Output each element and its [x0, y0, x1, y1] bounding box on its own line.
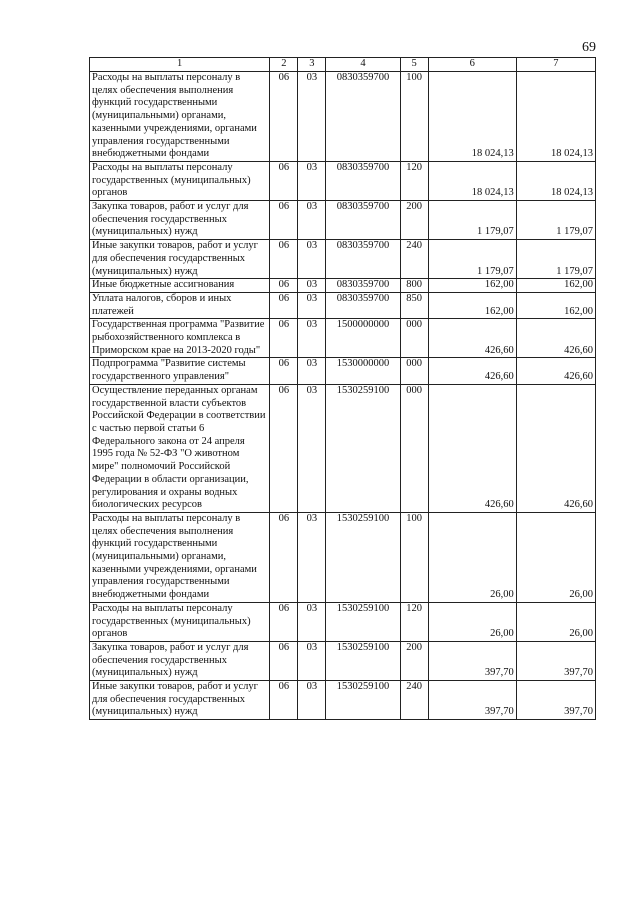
row-amount-7: 162,00 — [516, 292, 595, 318]
header-cell-7: 7 — [516, 58, 595, 72]
table-row — [90, 602, 596, 641]
row-section: 06 — [270, 292, 298, 318]
table-row — [90, 319, 596, 358]
row-section: 06 — [270, 72, 298, 162]
table-row — [90, 72, 596, 162]
table-row — [90, 161, 596, 200]
row-section: 06 — [270, 641, 298, 680]
table-row — [90, 384, 596, 512]
row-section: 06 — [270, 512, 298, 602]
table-row — [90, 240, 596, 279]
row-name: Закупка товаров, работ и услуг для обеспечения государственных (муниципальных) нужд — [90, 641, 270, 680]
row-amount-6: 426,60 — [428, 384, 516, 512]
row-amount-7: 26,00 — [516, 512, 595, 602]
row-section: 06 — [270, 279, 298, 293]
table-body — [90, 72, 596, 720]
row-expense-type: 240 — [400, 240, 428, 279]
row-subsection: 03 — [298, 358, 326, 384]
row-amount-7: 1 179,07 — [516, 240, 595, 279]
row-name: Подпрограмма "Развитие системы государственного управления" — [90, 358, 270, 384]
row-target-article: 0830359700 — [326, 240, 400, 279]
row-section: 06 — [270, 602, 298, 641]
row-target-article: 1530259100 — [326, 641, 400, 680]
page-number: 69 — [582, 40, 596, 55]
table-row — [90, 358, 596, 384]
row-subsection: 03 — [298, 641, 326, 680]
row-target-article: 1530259100 — [326, 512, 400, 602]
row-name: Иные закупки товаров, работ и услуг для обеспечения государственных (муниципальных) нужд — [90, 240, 270, 279]
row-amount-6: 18 024,13 — [428, 161, 516, 200]
row-target-article: 0830359700 — [326, 279, 400, 293]
row-amount-7: 426,60 — [516, 358, 595, 384]
row-amount-7: 426,60 — [516, 384, 595, 512]
header-cell-6: 6 — [428, 58, 516, 72]
row-amount-7: 26,00 — [516, 602, 595, 641]
row-section: 06 — [270, 201, 298, 240]
header-cell-3: 3 — [298, 58, 326, 72]
row-expense-type: 000 — [400, 319, 428, 358]
row-target-article: 1530259100 — [326, 681, 400, 720]
row-section: 06 — [270, 240, 298, 279]
header-cell-1: 1 — [90, 58, 270, 72]
row-subsection: 03 — [298, 512, 326, 602]
row-subsection: 03 — [298, 384, 326, 512]
row-section: 06 — [270, 384, 298, 512]
row-subsection: 03 — [298, 240, 326, 279]
row-expense-type: 800 — [400, 279, 428, 293]
row-amount-6: 18 024,13 — [428, 72, 516, 162]
row-amount-6: 1 179,07 — [428, 240, 516, 279]
row-subsection: 03 — [298, 161, 326, 200]
row-amount-7: 18 024,13 — [516, 161, 595, 200]
table-row — [90, 512, 596, 602]
row-amount-7: 397,70 — [516, 641, 595, 680]
row-section: 06 — [270, 681, 298, 720]
row-target-article: 0830359700 — [326, 201, 400, 240]
row-amount-6: 397,70 — [428, 681, 516, 720]
row-expense-type: 000 — [400, 384, 428, 512]
row-target-article: 1500000000 — [326, 319, 400, 358]
row-name: Расходы на выплаты персоналу в целях обеспечения выполнения функций государственными (муниципальными) органами, казенными учреждениями, органами управления государственными внебюджетными фондами — [90, 72, 270, 162]
row-subsection: 03 — [298, 201, 326, 240]
row-subsection: 03 — [298, 72, 326, 162]
row-amount-6: 426,60 — [428, 358, 516, 384]
row-expense-type: 000 — [400, 358, 428, 384]
row-section: 06 — [270, 161, 298, 200]
row-subsection: 03 — [298, 279, 326, 293]
header-cell-5: 5 — [400, 58, 428, 72]
table-row — [90, 681, 596, 720]
row-expense-type: 240 — [400, 681, 428, 720]
row-name: Уплата налогов, сборов и иных платежей — [90, 292, 270, 318]
table-row — [90, 292, 596, 318]
row-expense-type: 200 — [400, 641, 428, 680]
header-row — [90, 58, 596, 72]
row-subsection: 03 — [298, 319, 326, 358]
row-section: 06 — [270, 319, 298, 358]
row-name: Расходы на выплаты персоналу государственных (муниципальных) органов — [90, 161, 270, 200]
row-target-article: 0830359700 — [326, 161, 400, 200]
row-subsection: 03 — [298, 602, 326, 641]
header-cell-4: 4 — [326, 58, 400, 72]
row-name: Расходы на выплаты персоналу в целях обеспечения выполнения функций государственными (муниципальными) органами, казенными учреждениями, органами управления государственными внебюджетными фондами — [90, 512, 270, 602]
row-target-article: 0830359700 — [326, 292, 400, 318]
row-name: Закупка товаров, работ и услуг для обеспечения государственных (муниципальных) нужд — [90, 201, 270, 240]
row-expense-type: 100 — [400, 72, 428, 162]
row-subsection: 03 — [298, 292, 326, 318]
row-amount-7: 397,70 — [516, 681, 595, 720]
row-amount-6: 1 179,07 — [428, 201, 516, 240]
row-amount-6: 162,00 — [428, 279, 516, 293]
budget-table — [89, 57, 596, 720]
row-amount-6: 397,70 — [428, 641, 516, 680]
row-amount-7: 18 024,13 — [516, 72, 595, 162]
row-target-article: 1530259100 — [326, 384, 400, 512]
row-name: Расходы на выплаты персоналу государственных (муниципальных) органов — [90, 602, 270, 641]
row-amount-6: 26,00 — [428, 512, 516, 602]
row-expense-type: 200 — [400, 201, 428, 240]
row-amount-6: 426,60 — [428, 319, 516, 358]
row-name: Государственная программа "Развитие рыбохозяйственного комплекса в Приморском крае на 2013-2020 годы" — [90, 319, 270, 358]
table-header — [90, 58, 596, 72]
row-section: 06 — [270, 358, 298, 384]
row-name: Иные закупки товаров, работ и услуг для обеспечения государственных (муниципальных) нужд — [90, 681, 270, 720]
table-row — [90, 279, 596, 293]
header-cell-2: 2 — [270, 58, 298, 72]
row-name: Осуществление переданных органам государственной власти субъектов Российской Федерации в соответствии с частью первой статьи 6 Федерального закона от 24 апреля 1995 года № 52-ФЗ "О животном мире" полномочий Российской Федерации в области организации, регулирования и охраны водных биологических ресурсов — [90, 384, 270, 512]
row-subsection: 03 — [298, 681, 326, 720]
row-amount-6: 162,00 — [428, 292, 516, 318]
row-expense-type: 850 — [400, 292, 428, 318]
row-amount-7: 1 179,07 — [516, 201, 595, 240]
row-target-article: 0830359700 — [326, 72, 400, 162]
row-target-article: 1530259100 — [326, 602, 400, 641]
table-row — [90, 201, 596, 240]
row-amount-7: 162,00 — [516, 279, 595, 293]
row-target-article: 1530000000 — [326, 358, 400, 384]
row-amount-7: 426,60 — [516, 319, 595, 358]
table-row — [90, 641, 596, 680]
row-expense-type: 100 — [400, 512, 428, 602]
row-amount-6: 26,00 — [428, 602, 516, 641]
row-expense-type: 120 — [400, 602, 428, 641]
row-name: Иные бюджетные ассигнования — [90, 279, 270, 293]
row-expense-type: 120 — [400, 161, 428, 200]
